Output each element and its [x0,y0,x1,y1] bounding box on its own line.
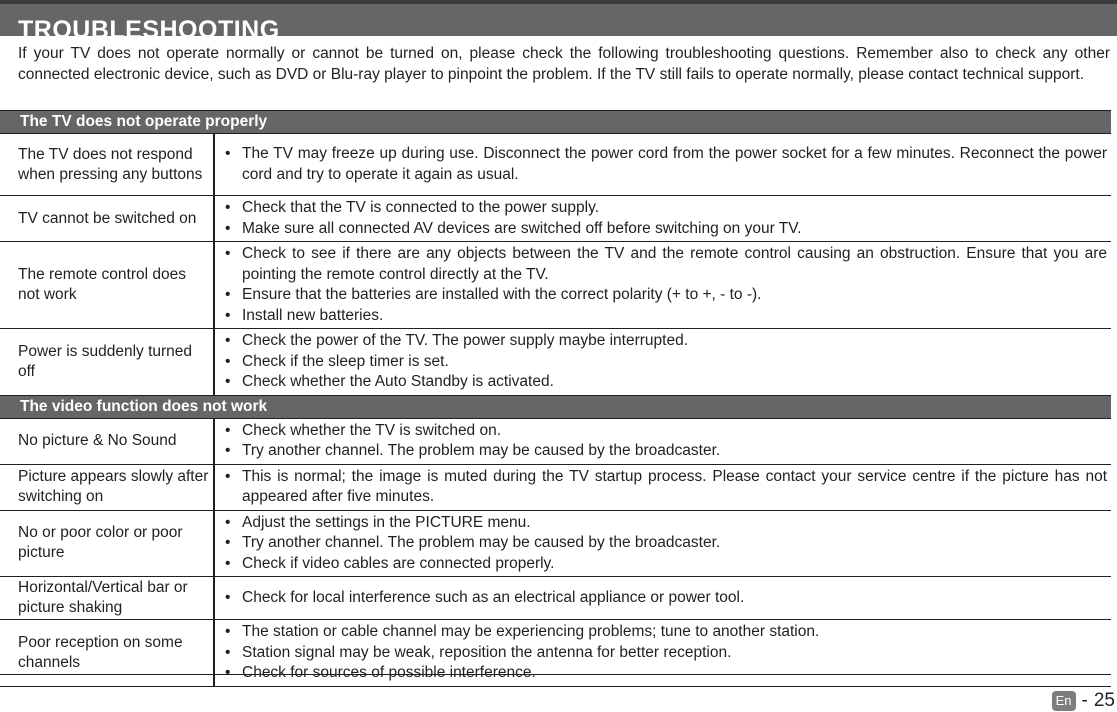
solution-text: The station or cable channel may be experiencing problems; tune to another station. [242,623,820,640]
section-header-row [0,111,1111,134]
list-item [215,352,1107,373]
solution-text: Check whether the Auto Standby is activated. [242,373,554,390]
bullet-icon: • [225,219,231,237]
solution-text: Check to see if there are any objects between the TV and the remote control causing an obstruction. Ensure that you are pointing the remote control directly at the TV. [242,245,1107,283]
problem-cell: No or poor color or poor picture [0,510,214,577]
solution-cell [214,464,1111,510]
solution-cell [214,620,1111,687]
list-item [215,372,1107,393]
solution-text: The TV may freeze up during use. Disconnect the power cord from the power socket for a few minutes. Reconnect the power cord and try to operate it again as usual. [242,145,1107,183]
table-row [0,620,1111,687]
solution-list [215,513,1107,575]
table-row [0,134,1111,196]
page-number: 25 [1093,690,1115,711]
list-item [215,441,1107,462]
list-item [215,533,1107,554]
problem-cell: Power is suddenly turned off [0,329,214,396]
solution-cell [214,418,1111,464]
solution-cell [214,134,1111,196]
list-item [215,588,1107,609]
list-item [215,198,1107,219]
problem-cell: Poor reception on some channels [0,620,214,687]
troubleshooting-table-body [0,111,1111,687]
table-row [0,464,1111,510]
bullet-icon: • [225,421,231,439]
list-item [215,144,1107,185]
bullet-icon: • [225,534,231,551]
bullet-icon: • [225,332,231,349]
page-number-block [1052,690,1115,712]
page-separator: - [1081,690,1088,711]
solution-text: Check the power of the TV. The power supply maybe interrupted. [242,332,689,349]
bullet-icon: • [225,199,231,216]
bullet-icon: • [225,145,231,162]
bullet-icon: • [225,467,231,485]
section-heading: The video function does not work [0,395,1111,418]
solution-text: Adjust the settings in the PICTURE menu. [242,513,531,531]
bullet-icon: • [225,306,231,324]
page-title: TROUBLESHOOTING [18,16,280,44]
table-row [0,418,1111,464]
solution-text: Try another channel. The problem may be caused by the broadcaster. [242,534,721,551]
list-item [215,622,1107,643]
solution-text: Check whether the TV is switched on. [242,421,502,439]
language-badge: En [1052,691,1076,711]
list-item [215,331,1107,352]
list-item [215,244,1107,285]
solution-list [215,198,1107,239]
bullet-icon: • [225,373,231,390]
solution-text: Ensure that the batteries are installed with the correct polarity (+ to +, - to -). [242,286,762,303]
table-row [0,242,1111,329]
solution-text: Check that the TV is connected to the power supply. [242,199,599,216]
problem-cell: Horizontal/Vertical bar or picture shaking [0,577,214,620]
solution-cell [214,510,1111,577]
bullet-icon: • [225,623,231,640]
solution-list [215,588,1107,609]
intro-paragraph: If your TV does not operate normally or cannot be turned on, please check the following troubleshooting questions. Remember also to check any other connected electronic device, such as DVD or Blu-ray player to pinpoint the problem. If the TV still fails to operate normally, please contact technical support. [18,45,1110,83]
list-item [215,421,1107,442]
table-row [0,510,1111,577]
solution-list [215,467,1107,508]
list-item [215,554,1107,575]
table-row [0,196,1111,242]
list-item [215,643,1107,664]
bullet-icon: • [225,554,231,572]
bullet-icon: • [225,245,231,262]
solution-cell [214,196,1111,242]
solution-text: Try another channel. The problem may be caused by the broadcaster. [242,442,721,459]
solution-text: Check if the sleep timer is set. [242,352,449,370]
solution-list [215,331,1107,393]
list-item [215,285,1107,306]
solution-text: Check for local interference such as an electrical appliance or power tool. [242,588,745,606]
bullet-icon: • [225,664,231,681]
troubleshooting-table [0,110,1111,687]
bullet-icon: • [225,643,231,661]
bullet-icon: • [225,442,231,459]
solution-list [215,144,1107,185]
list-item [215,467,1107,508]
section-header-row [0,395,1111,418]
title-bar [0,0,1117,44]
solution-text: Install new batteries. [242,306,384,324]
list-item [215,513,1107,534]
solution-text: Check for sources of possible interference. [242,664,536,681]
problem-cell: The TV does not respond when pressing any buttons [0,134,214,196]
problem-cell: The remote control does not work [0,242,214,329]
solution-text: Station signal may be weak, reposition the antenna for better reception. [242,643,732,661]
table-row [0,329,1111,396]
list-item [215,306,1107,327]
problem-cell: TV cannot be switched on [0,196,214,242]
bullet-icon: • [225,352,231,370]
solution-cell [214,577,1111,620]
bullet-icon: • [225,286,231,303]
solution-text: This is normal; the image is muted during the TV startup process. Please contact your service centre if the picture has not appeared after five minutes. [242,467,1107,505]
section-heading: The TV does not operate properly [0,111,1111,134]
table-row [0,577,1111,620]
solution-list [215,244,1107,326]
solution-cell [214,329,1111,396]
problem-cell: No picture & No Sound [0,418,214,464]
problem-cell: Picture appears slowly after switching on [0,464,214,510]
solution-cell [214,242,1111,329]
bullet-icon: • [225,513,231,531]
solution-list [215,421,1107,462]
solution-text: Check if video cables are connected properly. [242,554,555,572]
bullet-icon: • [225,588,231,606]
solution-text: Make sure all connected AV devices are switched off before switching on your TV. [242,219,802,237]
list-item [215,219,1107,240]
bottom-rule [0,674,1111,675]
